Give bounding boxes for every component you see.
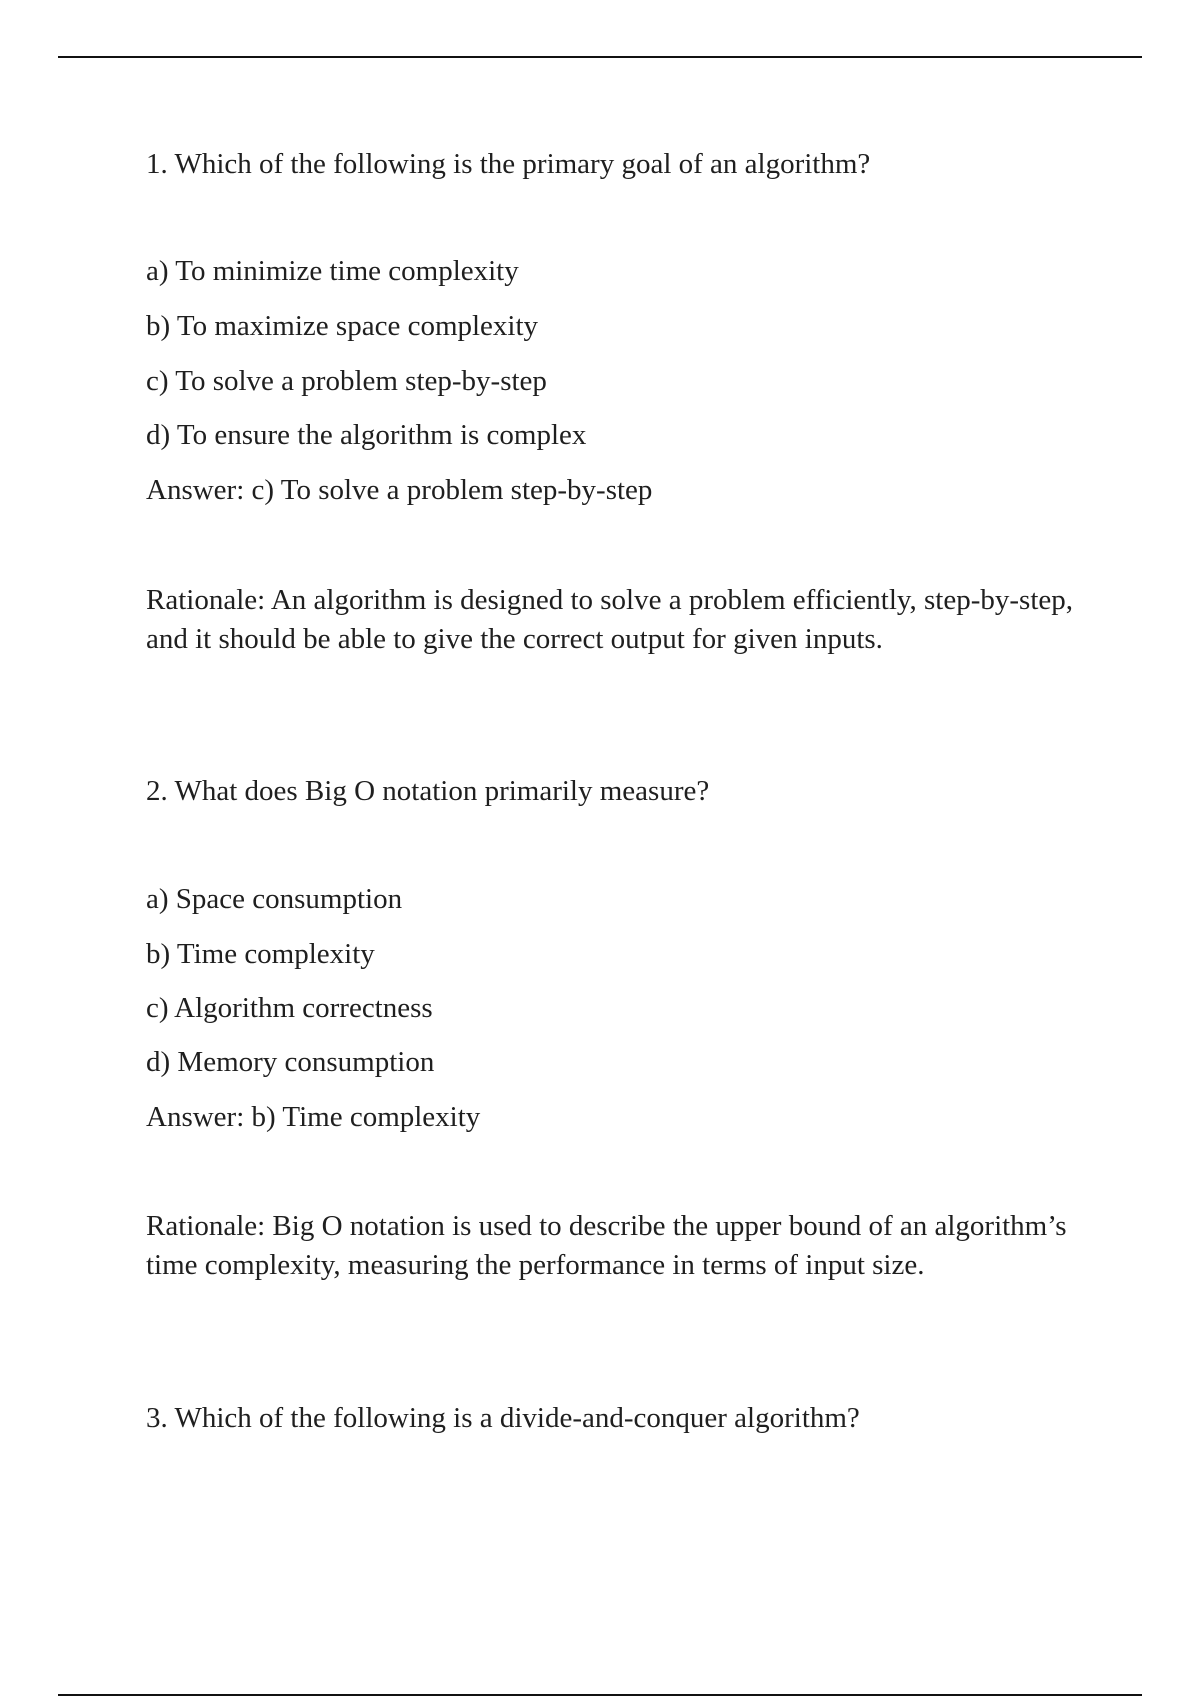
question-1-option-b: b) To maximize space complexity <box>146 310 539 342</box>
question-1-rationale: Rationale: An algorithm is designed to solve a problem efficiently, step-by-step, and it should be able to give the correct output for given inputs. <box>146 584 1073 655</box>
question-2-option-b: b) Time complexity <box>146 938 375 970</box>
question-2-option-c: c) Algorithm correctness <box>146 992 433 1024</box>
question-1-option-d: d) To ensure the algorithm is complex <box>146 419 587 451</box>
question-2-text: 2. What does Big O notation primarily measure? <box>146 775 710 807</box>
question-1-text: 1. Which of the following is the primary goal of an algorithm? <box>146 148 871 180</box>
question-3-text: 3. Which of the following is a divide-and-conquer algorithm? <box>146 1402 860 1434</box>
question-1-option-c: c) To solve a problem step-by-step <box>146 365 547 397</box>
top-divider <box>58 56 1142 58</box>
bottom-divider <box>58 1694 1142 1696</box>
question-2-option-a: a) Space consumption <box>146 883 403 915</box>
question-1-option-a: a) To minimize time complexity <box>146 255 519 287</box>
question-2-option-d: d) Memory consumption <box>146 1046 435 1078</box>
question-2-answer: Answer: b) Time complexity <box>146 1101 481 1133</box>
question-1-answer: Answer: c) To solve a problem step-by-step <box>146 474 653 506</box>
question-2-rationale: Rationale: Big O notation is used to describe the upper bound of an algorithm’s time complexity, measuring the performance in terms of input size. <box>146 1210 1067 1281</box>
